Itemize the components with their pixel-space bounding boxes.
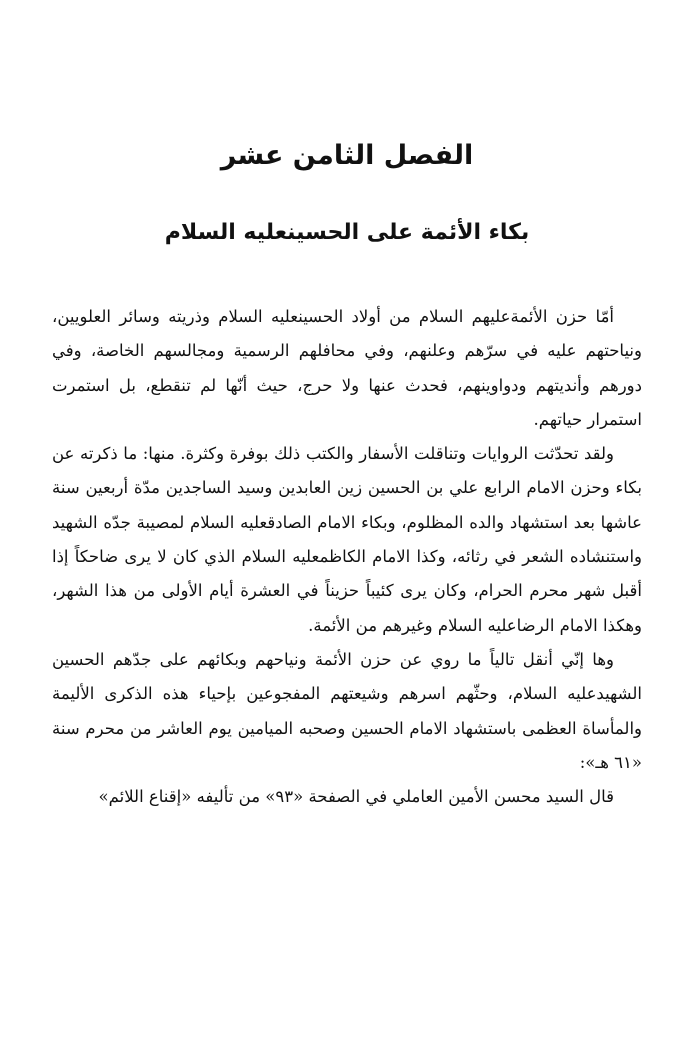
body-text [52, 300, 642, 814]
paragraph-1: أمّا حزن الأئمةعليهم السلام من أولاد الحسينعليه السلام وذريته وسائر العلويين، ونياحتهم عليه في سرّهم وعلنهم، وفي محافلهم الرسمية ومجالسهم الخاصة، وفي دورهم وأنديتهم ودواوينهم، فحدث عنها ولا حرج، حيث أنّها لم تنقطع، بل استمرت استمرار حياتهم. [52, 307, 642, 429]
chapter-title: الفصل الثامن عشر [220, 140, 474, 171]
paragraph-2: ولقد تحدّثت الروايات وتناقلت الأسفار والكتب ذلك بوفرة وكثرة. منها: ما ذكرته عن بكاء وحزن الامام الرابع علي بن الحسين زين العابدين وسيد الساجدين مدّة أربعين سنة عاشها بعد استشهاد والده المظلوم، وبكاء الامام الصادقعليه السلام لمصيبة جدّه الشهيد واستنشاده الشعر في رثائه، وكذا الامام الكاظمعليه السلام الذي كان لا يرى ضاحكاً إذا أقبل شهر محرم الحرام، وكان يرى كئيباً حزيناً في العشرة أيام الأولى من هذا الشهر، وهكذا الامام الرضاعليه السلام وغيرهم من الأئمة. [52, 444, 642, 635]
document-page [52, 0, 642, 1046]
paragraph-3: وها إنّي أنقل تالياً ما روي عن حزن الأئمة ونياحهم وبكائهم على جدّهم الحسين الشهيدعليه السلام، وحثّهم اسرهم وشيعتهم المفجوعين بإحياء هذه الذكرى الأليمة والمأساة العظمى باستشهاد الامام الحسين وصحبه الميامين يوم العاشر من محرم سنة «٦١ هـ»: [52, 649, 642, 772]
section-title: بكاء الأئمة على الحسينعليه السلام [164, 220, 530, 245]
paragraph-4: قال السيد محسن الأمين العاملي في الصفحة «٩٣» من تأليفه «إقناع اللائم» [98, 787, 614, 807]
